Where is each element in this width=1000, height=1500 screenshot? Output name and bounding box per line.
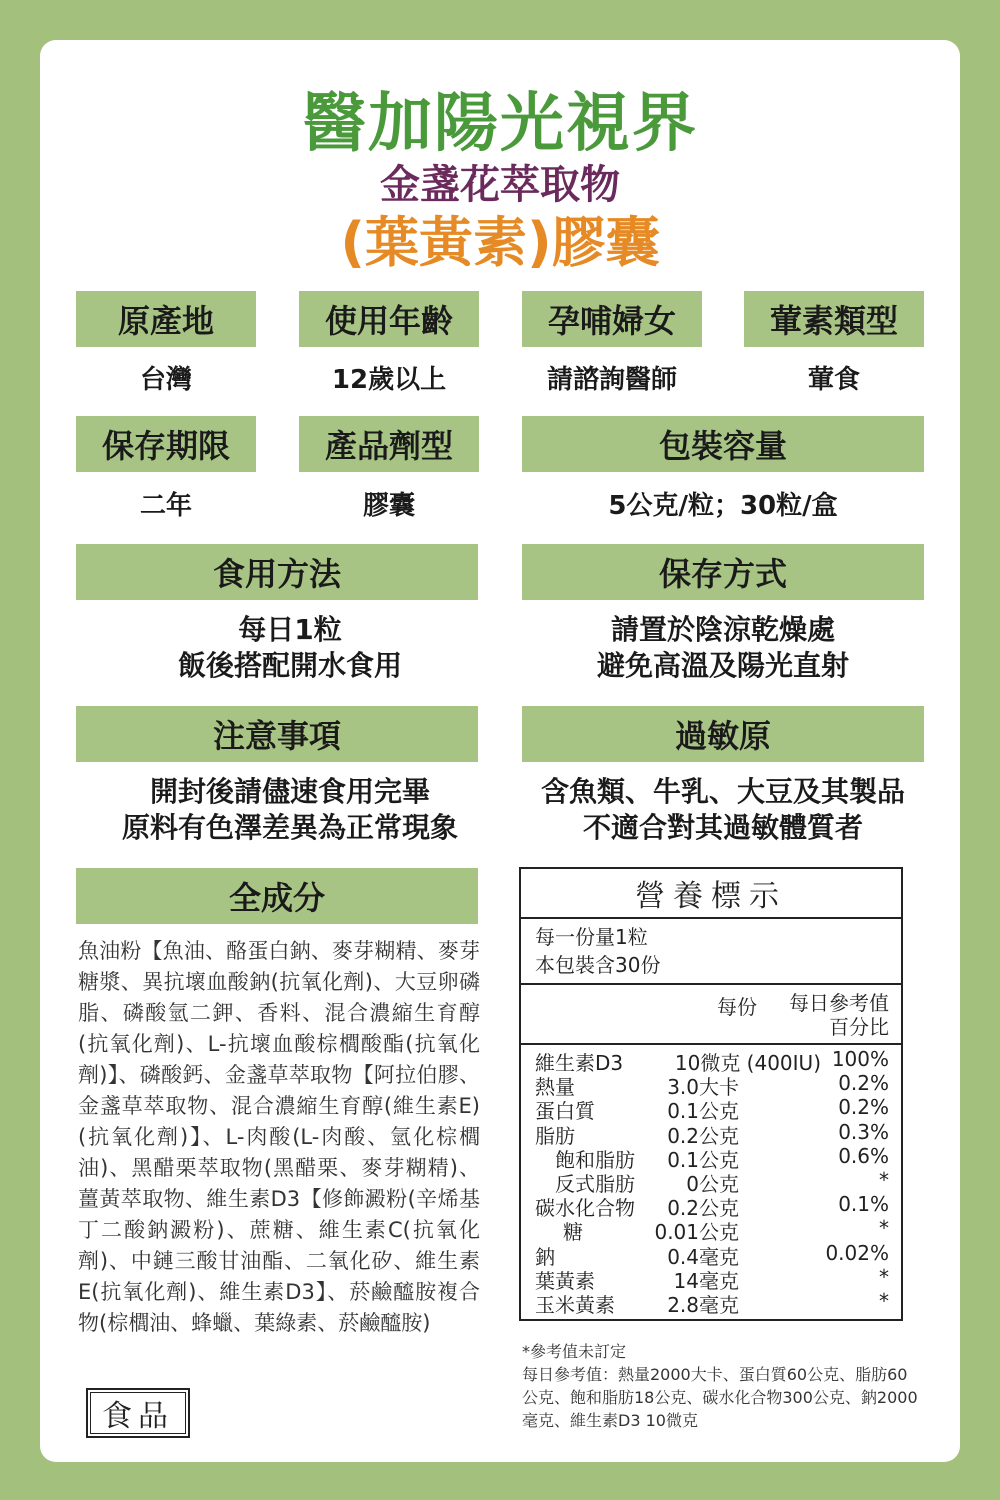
pregnant-header: 孕哺婦女 <box>522 291 702 347</box>
shelf-life-value: 二年 <box>139 490 192 521</box>
nutrient-daily-value: 0.2% <box>838 1095 889 1120</box>
diet-value: 葷食 <box>807 364 860 395</box>
nutrient-amount: 0.2公克 <box>667 1196 739 1221</box>
nutrient-daily-value: 0.6% <box>838 1143 889 1168</box>
ingredients-header: 全成分 <box>76 868 478 924</box>
nutrient-amount: 0.2公克 <box>667 1123 739 1148</box>
allergen-header: 過敏原 <box>522 706 924 762</box>
caution-line-2: 原料有色澤差異為正常現象 <box>121 811 458 844</box>
serving-size: 每一份量1粒 <box>535 925 648 949</box>
package-value: 5公克/粒；30粒/盒 <box>608 490 838 521</box>
nutrient-amount: 0.1公克 <box>667 1147 739 1172</box>
product-subtitle: 金盞花萃取物 <box>380 162 620 208</box>
nutrient-daily-value: * <box>879 1168 889 1192</box>
usage-line-1: 每日1粒 <box>238 613 342 646</box>
nutrient-amount: 14毫克 <box>673 1268 739 1293</box>
nutrition-row <box>521 1071 901 1100</box>
storage-header: 保存方式 <box>522 544 924 600</box>
nutrient-daily-value: * <box>879 1216 889 1241</box>
nutrition-table <box>519 867 903 1321</box>
nutrition-row <box>521 1289 901 1317</box>
divider <box>521 983 901 985</box>
nutrient-daily-value: 100% <box>831 1047 889 1071</box>
usage-text <box>76 612 504 684</box>
nutrient-name: 碳水化合物 <box>535 1196 635 1221</box>
storage-text <box>522 612 924 684</box>
nutrition-row <box>521 1240 901 1269</box>
nutrient-name: 鈉 <box>535 1244 555 1269</box>
footnote-daily-values: 每日參考值：熱量2000大卡、蛋白質60公克、脂肪60公克、飽和脂肪18公克、碳水化合物300公克、鈉2000毫克、維生素D3 10微克 <box>522 1365 918 1430</box>
storage-line-1: 請置於陰涼乾燥處 <box>610 613 835 646</box>
nutrient-amount: 0.4毫克 <box>667 1244 739 1269</box>
nutrient-amount: 0.1公克 <box>667 1099 739 1124</box>
nutrient-amount: 0.01公克 <box>654 1220 739 1245</box>
nutrition-footnote <box>522 1340 922 1432</box>
allergen-line-2: 不適合對其過敏體質者 <box>582 811 863 844</box>
footnote-undefined: *參考值未訂定 <box>522 1342 627 1361</box>
nutrition-row <box>521 1143 901 1172</box>
pregnant-value: 請諮詢醫師 <box>546 364 677 395</box>
nutrient-name: 反式脂肪 <box>555 1172 635 1196</box>
serving-info <box>535 923 660 979</box>
food-stamp: 食品 <box>86 1388 190 1438</box>
nutrition-row <box>521 1192 901 1221</box>
nutrient-daily-value: 0.3% <box>838 1119 889 1144</box>
nutrient-name: 飽和脂肪 <box>555 1147 635 1172</box>
allergen-text <box>508 774 938 846</box>
nutrient-name: 脂肪 <box>535 1123 575 1148</box>
nutrition-title: 營養標示 <box>521 869 901 919</box>
nutrient-name: 蛋白質 <box>535 1099 595 1124</box>
caution-header: 注意事項 <box>76 706 478 762</box>
nutrition-row <box>521 1047 901 1075</box>
nutrient-name: 維生素D3 <box>535 1051 624 1075</box>
nutrition-row <box>521 1119 901 1148</box>
nutrition-row <box>521 1095 901 1124</box>
age-header: 使用年齡 <box>299 291 479 347</box>
shelf-life-header: 保存期限 <box>76 416 256 472</box>
nutrient-name: 葉黃素 <box>535 1268 595 1293</box>
col-per-serving: 每份 <box>717 995 757 1019</box>
usage-line-2: 飯後搭配開水食用 <box>177 649 402 682</box>
nutrition-row <box>521 1216 901 1245</box>
nutrition-row <box>521 1168 901 1196</box>
package-header: 包裝容量 <box>522 416 924 472</box>
allergen-line-1: 含魚類、牛乳、大豆及其製品 <box>540 775 905 808</box>
nutrient-amount: 2.8毫克 <box>667 1293 739 1317</box>
nutrient-amount: 10微克 (400IU) <box>674 1051 821 1075</box>
origin-value: 台灣 <box>139 364 192 395</box>
col-daily-value-line2: 百分比 <box>829 1015 889 1039</box>
diet-header: 葷素類型 <box>744 291 924 347</box>
col-daily-value-line1: 每日參考值 <box>789 991 889 1015</box>
brand-title: 醫加陽光視界 <box>302 87 698 161</box>
age-value: 12歲以上 <box>331 364 447 395</box>
nutrient-daily-value: 0.1% <box>838 1192 889 1217</box>
nutrient-name: 糖 <box>563 1220 583 1245</box>
nutrient-amount: 3.0大卡 <box>667 1075 739 1100</box>
nutrient-name: 玉米黃素 <box>535 1293 615 1317</box>
nutrient-daily-value: * <box>879 1264 889 1289</box>
divider <box>521 1043 901 1045</box>
col-daily-value <box>771 991 889 1039</box>
dosage-form-value: 膠囊 <box>362 490 415 521</box>
nutrient-daily-value: 0.2% <box>838 1071 889 1096</box>
product-form-title: (葉黃素)膠囊 <box>340 211 660 274</box>
nutrient-amount: 0公克 <box>686 1172 739 1196</box>
nutrient-daily-value: 0.02% <box>825 1240 889 1265</box>
ingredients-text: 魚油粉【魚油、酪蛋白鈉、麥芽糊精、麥芽糖漿、異抗壞血酸鈉(抗氧化劑)、大豆卵磷脂、磷酸氫二鉀、香料、混合濃縮生育醇(抗氧化劑)、L-抗壞血酸棕櫚酸酯(抗氧化劑)】、磷酸鈣、金盞草萃取物【阿拉伯膠、金盞草萃取物、混合濃縮生育醇(維生素E)(抗氧化劑)】、L-肉酸(L-肉酸、氫化棕櫚油)、黑醋栗萃取物(黑醋栗、麥芽糊精)、薑黃萃取物、維生素D3【修飾澱粉(辛烯基丁二酸鈉澱粉)、蔗糖、維生素C(抗氧化劑)、中鏈三酸甘油酯、二氧化矽、維生素E(抗氧化劑)、維生素D3】、菸鹼醯胺複合物(棕櫚油、蜂蠟、葉綠素、菸鹼醯胺) <box>78 939 480 1335</box>
dosage-form-header: 產品劑型 <box>299 416 479 472</box>
caution-text <box>76 774 504 846</box>
origin-header: 原產地 <box>76 291 256 347</box>
caution-line-1: 開封後請儘速食用完畢 <box>149 775 430 808</box>
servings-per-package: 本包裝含30份 <box>535 953 661 977</box>
nutrient-name: 熱量 <box>535 1075 575 1100</box>
nutrition-row <box>521 1264 901 1293</box>
storage-line-2: 避免高溫及陽光直射 <box>596 649 849 682</box>
nutrient-daily-value: * <box>879 1289 889 1313</box>
usage-header: 食用方法 <box>76 544 478 600</box>
